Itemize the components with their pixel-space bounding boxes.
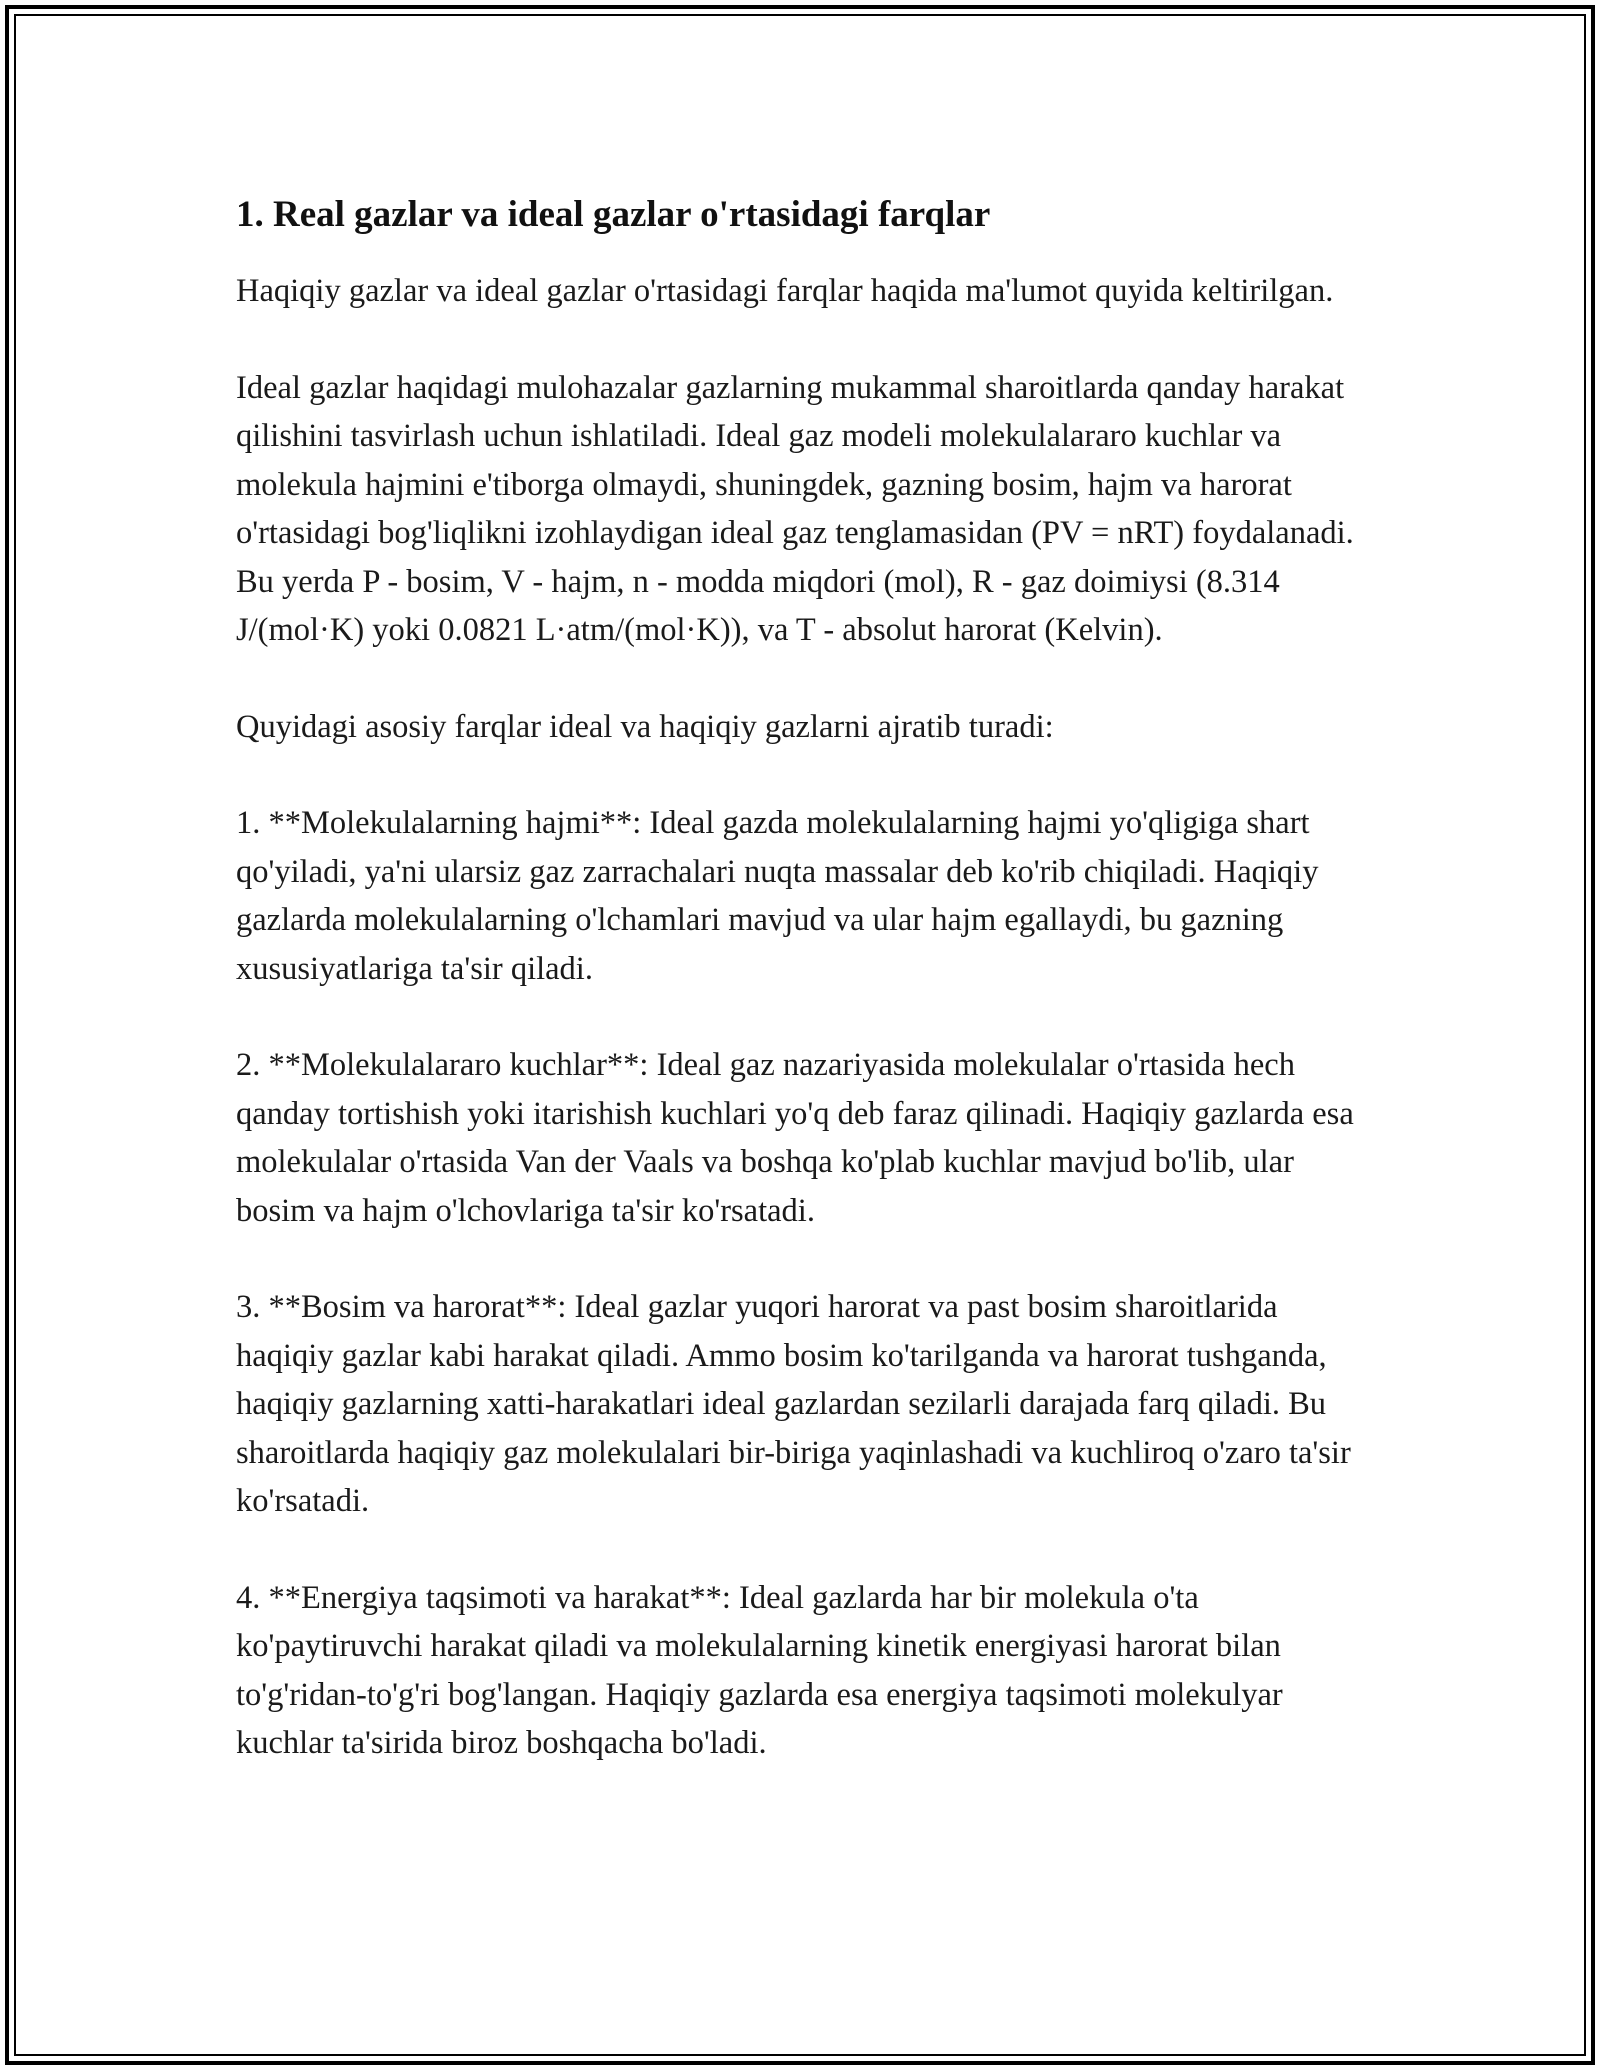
document-heading: 1. Real gazlar va ideal gazlar o'rtasidagi farqlar: [236, 194, 991, 235]
differences-intro-paragraph: Quyidagi asosiy farqlar ideal va haqiqiy gazlarni ajratib turadi:: [236, 708, 1054, 745]
intro-paragraph: Haqiqiy gazlar va ideal gazlar o'rtasidagi farqlar haqida ma'lumot quyida keltirilgan.: [236, 273, 1334, 309]
difference-item-4: 4. **Energiya taqsimoti va harakat**: Ideal gazlarda har bir molekula o'ta ko'paytiruvchi harakat qiladi va molekulalarning kinetik energiyasi harorat bilan to'g'ridan-to'g'ri bog'langan. Haqiqiy gazlarda esa energiya taqsimoti molekulyar kuchlar ta'sirida biroz boshqacha bo'ladi.: [236, 1579, 1283, 1761]
difference-item-1: 1. **Molekulalarning hajmi**: Ideal gazda molekulalarning hajmi yo'qligiga shart qo'yiladi, ya'ni ularsiz gaz zarrachalari nuqta massalar deb ko'rib chiqiladi. Haqiqiy gazlarda molekulalarning o'lchamlari mavjud va ular hajm egallaydi, bu gazning xususiyatlariga ta'sir qiladi.: [236, 805, 1319, 987]
difference-item-3: 3. **Bosim va harorat**: Ideal gazlar yuqori harorat va past bosim sharoitlarida haqiqiy gazlar kabi harakat qiladi. Ammo bosim ko'tarilganda va harorat tushganda, haqiqiy gazlarning xatti-harakatlari ideal gazlardan sezilarli darajada farq qiladi. Bu sharoitlarda haqiqiy gaz molekulalari bir-biriga yaqinlashadi va kuchliroq o'zaro ta'sir ko'rsatadi.: [236, 1289, 1351, 1519]
ideal-gas-paragraph: Ideal gazlar haqidagi mulohazalar gazlarning mukammal sharoitlarda qanday harakat qilishini tasvirlash uchun ishlatiladi. Ideal gaz modeli molekulalararo kuchlar va molekula hajmini e'tiborga olmaydi, shuningdek, gazning bosim, hajm va harorat o'rtasidagi bog'liqlikni izohlaydigan ideal gaz tenglamasidan (PV = nRT) foydalanadi. Bu yerda P - bosim, V - hajm, n - modda miqdori (mol), R - gaz doimiysi (8.314 J/(mol·K) yoki 0.0821 L·atm/(mol·K)), va T - absolut harorat (Kelvin).: [236, 369, 1354, 648]
document-body: [236, 185, 1376, 1816]
difference-item-2: 2. **Molekulalararo kuchlar**: Ideal gaz nazariyasida molekulalar o'rtasida hech qanday tortishish yoki itarishish kuchlari yo'q deb faraz qilinadi. Haqiqiy gazlarda esa molekulalar o'rtasida Van der Vaals va boshqa ko'plab kuchlar mavjud bo'lib, ular bosim va hajm o'lchovlariga ta'sir ko'rsatadi.: [236, 1047, 1354, 1229]
